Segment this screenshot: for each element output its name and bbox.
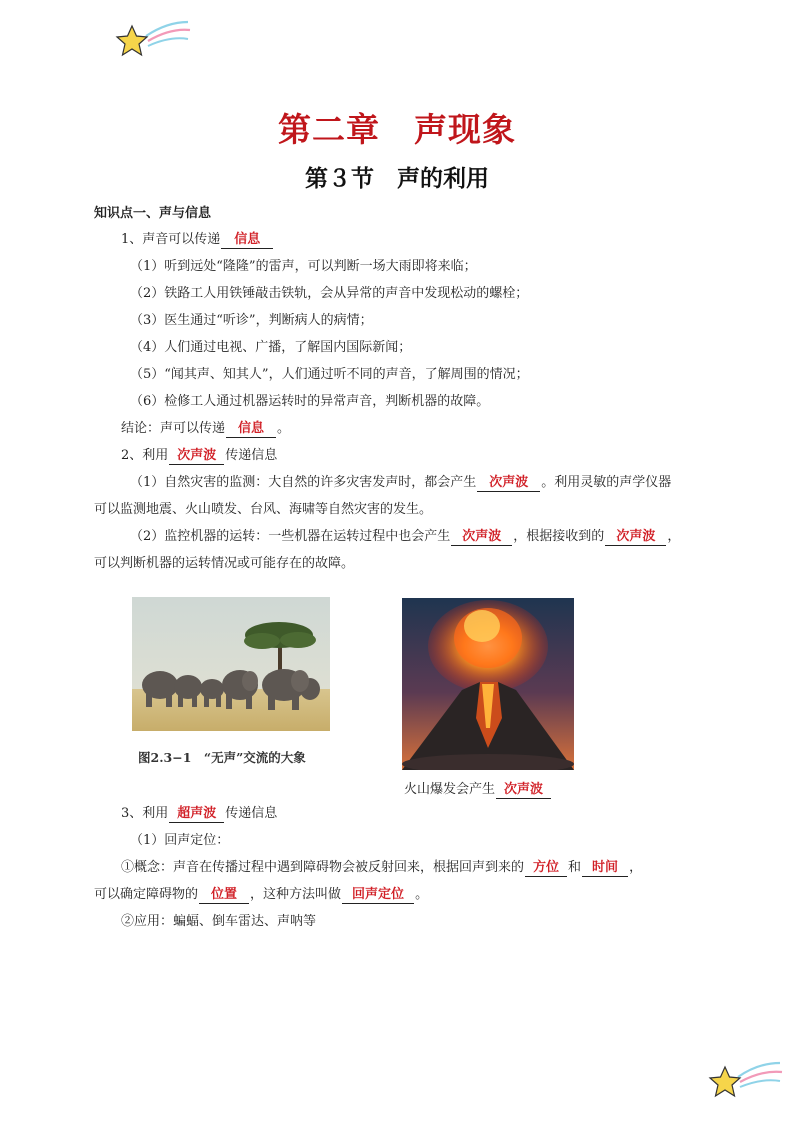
concept: ①概念：声音在传播过程中遇到障碍物会被反射回来，根据回声到来的 方位 和 时间 ， [121,860,643,875]
answer-blank: 超声波 [169,806,224,823]
answer-blank: 次声波 [169,448,224,465]
chapter-title: 第二章 声现象 [278,110,516,149]
shooting-star-icon [112,14,192,62]
answer-blank: 方位 [525,860,567,877]
answer-blank: 信息 [221,232,273,249]
application: ②应用：蝙蝠、倒车雷达、声呐等 [121,914,317,929]
knowledge-heading: 知识点一、声与信息 [94,206,212,221]
item-2-1-line2: 可以监测地震、火山喷发、台风、海啸等自然灾害的发生。 [94,502,433,517]
item-3: 3、利用 超声波 传递信息 [121,806,278,821]
example-6: （6）检修工人通过机器运转时的异常声音，判断机器的故障。 [130,394,490,409]
answer-blank: 时间 [582,860,628,877]
concept-line2: 可以确定障碍物的 位置 ，这种方法叫做 回声定位 。 [94,887,429,902]
example-4: （4）人们通过电视、广播，了解国内国际新闻； [130,340,412,355]
example-1: （1）听到远处“隆隆”的雷声，可以判断一场大雨即将来临； [130,259,477,274]
answer-blank: 位置 [199,887,249,904]
answer-blank: 次声波 [496,782,551,799]
item-2: 2、利用 次声波 传递信息 [121,448,278,463]
item-2-2: （2）监控机器的运转：一些机器在运转过程中也会产生 次声波 ，根据接收到的 次声波 ， [130,529,681,544]
answer-blank: 次声波 [605,529,666,546]
example-3: （3）医生通过“听诊”，判断病人的病情； [130,313,373,328]
section-title: 第３节 声的利用 [305,166,489,192]
answer-blank: 次声波 [451,529,512,546]
volcano-image [402,598,574,770]
echo-heading: （1）回声定位： [130,833,230,848]
elephant-caption: 图2.3−1 “无声”交流的大象 [138,750,306,765]
answer-blank: 信息 [226,421,276,438]
example-5: （5）“闻其声、知其人”，人们通过听不同的声音，了解周围的情况； [130,367,529,382]
shooting-star-icon-bottom [708,1055,784,1101]
answer-blank: 次声波 [477,475,540,492]
conclusion: 结论：声可以传递 信息 。 [121,421,291,436]
volcano-caption: 火山爆发会产生 次声波 [404,778,552,799]
item-1: 1、声音可以传递 信息 [121,231,741,249]
elephants-image [132,597,330,731]
example-2: （2）铁路工人用铁锤敲击铁轨，会从异常的声音中发现松动的螺栓； [130,286,529,301]
item-2-2-line2: 可以判断机器的运转情况或可能存在的故障。 [94,556,355,571]
answer-blank: 回声定位 [342,887,414,904]
item-2-1: （1）自然灾害的监测：大自然的许多灾害发声时，都会产生 次声波 。利用灵敏的声学仪器 [130,475,672,490]
